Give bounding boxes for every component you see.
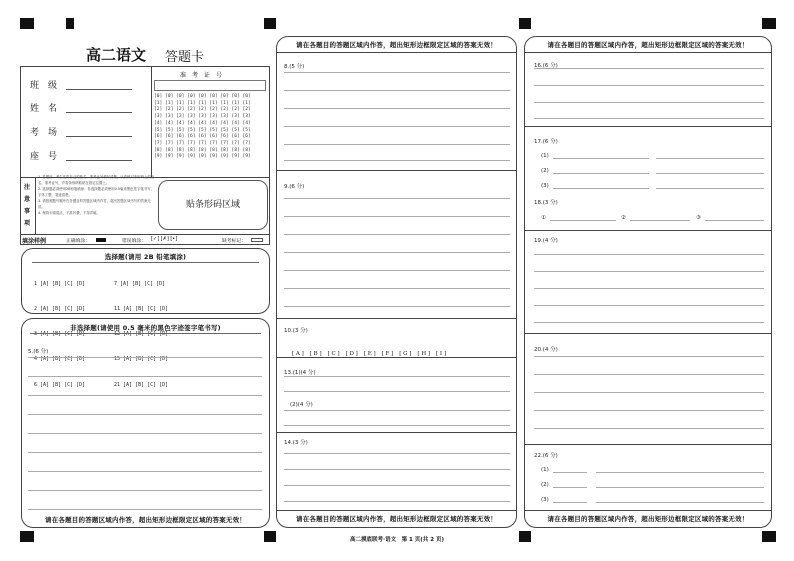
exam-title: 高二语文 xyxy=(86,46,147,64)
middle-footer-warning: 请在各题目的答题区域内作答，超出矩形边框限定区域的答案无效！ xyxy=(296,515,497,523)
answer-line[interactable] xyxy=(284,72,510,73)
question-18-label: 18.(3 分) xyxy=(534,200,558,206)
answer-line[interactable] xyxy=(534,322,764,323)
exam-number-label: 准考证号 xyxy=(180,72,229,79)
answer-line[interactable] xyxy=(534,271,764,272)
class-field[interactable] xyxy=(66,89,132,90)
right-panel xyxy=(524,36,772,528)
exam-subtitle: 答题卡 xyxy=(165,50,205,65)
name-field[interactable] xyxy=(66,112,132,113)
answer-line[interactable] xyxy=(284,376,510,377)
answer-line[interactable] xyxy=(596,472,764,473)
answer-line[interactable] xyxy=(550,220,616,221)
digit-row: [8] [8] [8] [8] [8] [8] [8] [8] [8] xyxy=(154,147,251,153)
right-header-warning: 请在各题目的答题区域内作答，超出矩形边框限定区域的答案无效！ xyxy=(547,41,749,49)
choice-row[interactable]: 2 [A] [B] [C] [D] xyxy=(34,306,86,313)
answer-line[interactable] xyxy=(284,410,510,411)
answer-line[interactable] xyxy=(284,485,510,486)
left-footer-warning: 请在各题目的答题区域内作答，超出矩形边框限定区域的答案无效！ xyxy=(45,516,246,524)
barcode-area: 贴条形码区域 xyxy=(158,180,268,230)
answer-line[interactable] xyxy=(534,428,764,429)
answer-line[interactable] xyxy=(534,68,764,69)
answer-line[interactable] xyxy=(534,85,764,86)
digit-row: [6] [6] [6] [6] [6] [6] [6] [6] [6] xyxy=(154,134,251,140)
answer-line[interactable] xyxy=(284,198,510,199)
answer-line[interactable] xyxy=(630,220,690,221)
registration-mark xyxy=(519,18,531,29)
digit-row: [9] [9] [9] [9] [9] [9] [9] [9] [9] xyxy=(154,154,251,160)
right-footer-warning: 请在各题目的答题区域内作答，超出矩形边框限定区域的答案无效！ xyxy=(547,515,749,523)
exam-number-input[interactable] xyxy=(154,80,266,91)
digit-row: [4] [4] [4] [4] [4] [4] [4] [4] [4] xyxy=(154,120,251,126)
answer-line[interactable] xyxy=(534,254,764,255)
nonchoice-title: 非选择题(请使用 0.5 毫米的黑色字迹签字笔书写) xyxy=(70,324,221,332)
wrong-fill-marks: [✓] [✗] [•] xyxy=(151,236,178,242)
notes-list: 1. 答题前，考生先将自己的姓名、准考证号填写清楚，认真核对条形码上的姓名、准考证号，并将条形码粘贴在指定位置上。 2. 选择题必须使用2B铅笔填涂；非选择题必须使用0.5毫米黑色签字笔书写，字体工整，笔迹清楚。 3. 请按照题号顺序在各题目的答题区域内作答，超出答题区域书写的答案无效。 4. 保持卡面清洁，不准折叠，不得弄破。 xyxy=(38,175,155,215)
seat-label: 座号 xyxy=(30,152,67,162)
answer-line[interactable] xyxy=(28,376,262,377)
q18-sub-3: ③ xyxy=(696,215,701,221)
answer-line[interactable] xyxy=(284,425,510,426)
answer-line[interactable] xyxy=(284,216,510,217)
question-17-label: 17.(6 分) xyxy=(534,139,558,145)
notes-label: 注 意 事 项 xyxy=(23,184,30,227)
registration-mark xyxy=(264,18,276,29)
answer-line[interactable] xyxy=(553,158,649,159)
q18-sub-1: ① xyxy=(541,215,546,221)
class-label: 班级 xyxy=(30,81,67,91)
answer-line[interactable] xyxy=(553,188,649,189)
registration-mark xyxy=(20,18,34,29)
option-b[interactable]: [ B ] xyxy=(309,351,322,357)
answer-line[interactable] xyxy=(553,173,649,174)
answer-line[interactable] xyxy=(284,108,510,109)
registration-mark xyxy=(762,18,776,29)
choice-row[interactable]: 15 [A] [B] [C] [D] xyxy=(114,356,169,363)
choice-row[interactable]: 1 [A] [B] [C] [D] xyxy=(34,280,86,287)
option-h[interactable]: [ H ] xyxy=(417,351,431,357)
answer-line[interactable] xyxy=(553,487,587,488)
q17-sub-1: (1) xyxy=(541,153,549,159)
fill-sample-label: 填涂样例 xyxy=(22,238,47,245)
answer-line[interactable] xyxy=(284,234,510,235)
digit-row: [5] [5] [5] [5] [5] [5] [5] [5] [5] xyxy=(154,127,251,133)
answer-line[interactable] xyxy=(284,126,510,127)
question-10-label: 10.(3 分) xyxy=(284,328,308,334)
choice-row[interactable]: 11 [A] [B] [C] [D] xyxy=(114,306,169,313)
answer-line[interactable] xyxy=(28,357,262,358)
answer-line[interactable] xyxy=(553,502,587,503)
digit-row: [3] [3] [3] [3] [3] [3] [3] [3] [3] xyxy=(154,114,251,120)
digit-row: [2] [2] [2] [2] [2] [2] [2] [2] [2] xyxy=(154,107,251,113)
page-footer: 高二摸底联考·语文 第 1 页(共 2 页) xyxy=(350,537,444,543)
q22-sub-1: (1) xyxy=(541,467,549,473)
choice-row[interactable]: 12 [A] [B] [C] [D] xyxy=(114,331,169,338)
answer-line[interactable] xyxy=(284,469,510,470)
wrong-fill-label: 错误填涂： xyxy=(122,239,146,244)
exam-number-grid[interactable] xyxy=(154,94,266,161)
answer-line[interactable] xyxy=(284,160,510,161)
answer-line[interactable] xyxy=(284,453,510,454)
nonchoice-panel xyxy=(21,318,270,528)
digit-row: [1] [1] [1] [1] [1] [1] [1] [1] [1] xyxy=(154,100,251,106)
registration-mark xyxy=(66,18,74,29)
choice-row[interactable]: 21 [A] [B] [C] [D] xyxy=(114,381,169,388)
q17-sub-3: (3) xyxy=(541,183,549,189)
answer-line[interactable] xyxy=(284,270,510,271)
choice-row[interactable]: 3 [A] [B] [C] [D] xyxy=(34,331,86,338)
option-d[interactable]: [ D ] xyxy=(345,351,358,357)
choice-row[interactable]: 7 [A] [B] [C] [D] xyxy=(114,280,166,287)
digit-row: [7] [7] [7] [7] [7] [7] [7] [7] [7] xyxy=(154,140,251,146)
answer-line[interactable] xyxy=(534,410,764,411)
answer-line[interactable] xyxy=(656,188,764,189)
question-20-label: 20.(4 分) xyxy=(534,347,558,353)
choice-row[interactable]: 6 [A] [B] [C] [D] xyxy=(34,381,86,388)
q17-sub-2: (2) xyxy=(541,168,549,174)
choice-title: 选择题(请用 2B 铅笔填涂) xyxy=(104,253,187,261)
answer-line[interactable] xyxy=(284,288,510,289)
question-13-2-label: (2)(4 分) xyxy=(290,402,313,408)
option-e[interactable]: [ E ] xyxy=(363,351,376,357)
q22-sub-3: (3) xyxy=(541,497,549,503)
answer-line[interactable] xyxy=(28,452,262,453)
option-c[interactable]: [ C ] xyxy=(327,351,340,357)
answer-line[interactable] xyxy=(596,502,764,503)
choice-row[interactable]: 4 [A] [B] [C] [D] xyxy=(34,356,86,363)
answer-line[interactable] xyxy=(284,391,510,392)
option-i[interactable]: [ I ] xyxy=(436,351,446,357)
option-a[interactable]: [ A ] xyxy=(292,351,304,357)
answer-line[interactable] xyxy=(534,356,764,357)
answer-line[interactable] xyxy=(284,90,510,91)
answer-line[interactable] xyxy=(656,158,764,159)
answer-line[interactable] xyxy=(534,392,764,393)
question-9-label: 9.(6 分) xyxy=(284,184,305,190)
middle-header-warning: 请在各题目的答题区域内作答，超出矩形边框限定区域的答案无效！ xyxy=(296,41,497,49)
answer-line[interactable] xyxy=(534,118,764,119)
answer-line[interactable] xyxy=(705,220,764,221)
q22-sub-2: (2) xyxy=(541,482,549,488)
answer-line[interactable] xyxy=(553,472,587,473)
option-f[interactable]: [ F ] xyxy=(381,351,394,357)
answer-line[interactable] xyxy=(596,487,764,488)
answer-line[interactable] xyxy=(284,306,510,307)
answer-line[interactable] xyxy=(28,433,262,434)
q18-sub-2: ② xyxy=(621,215,626,221)
question-22-label: 22.(6 分) xyxy=(534,453,558,459)
digit-row: [0] [0] [0] [0] [0] [0] [0] [0] [0] xyxy=(154,94,251,99)
question-13-label: 13.(1)(4 分) xyxy=(284,370,316,376)
correct-fill-label: 正确填涂： xyxy=(66,239,90,244)
answer-line[interactable] xyxy=(534,305,764,306)
absent-checkbox[interactable] xyxy=(251,238,263,242)
answer-line[interactable] xyxy=(28,414,262,415)
option-g[interactable]: [ G ] xyxy=(399,351,412,357)
answer-line[interactable] xyxy=(656,173,764,174)
question-19-label: 19.(4 分) xyxy=(534,238,558,244)
question-14-label: 14.(3 分) xyxy=(284,440,308,446)
name-label: 姓名 xyxy=(30,104,67,114)
answer-line[interactable] xyxy=(28,509,262,510)
exam-room-field[interactable] xyxy=(66,136,132,137)
question-16-label: 16.(6 分) xyxy=(534,63,558,69)
answer-line[interactable] xyxy=(284,501,510,502)
exam-room-label: 考场 xyxy=(30,128,67,138)
answer-line[interactable] xyxy=(284,144,510,145)
middle-panel xyxy=(276,36,517,528)
answer-line[interactable] xyxy=(534,374,764,375)
question-8-label: 8.(5 分) xyxy=(284,64,305,70)
correct-fill-mark xyxy=(96,238,106,242)
question-5-label: 5.(6 分) xyxy=(28,349,49,355)
answer-line[interactable] xyxy=(284,252,510,253)
answer-line[interactable] xyxy=(28,490,262,491)
answer-line[interactable] xyxy=(534,288,764,289)
answer-line[interactable] xyxy=(28,395,262,396)
answer-line[interactable] xyxy=(534,102,764,103)
absent-label: 缺考标记： xyxy=(222,239,246,244)
answer-line[interactable] xyxy=(28,471,262,472)
seat-field[interactable] xyxy=(66,160,132,161)
